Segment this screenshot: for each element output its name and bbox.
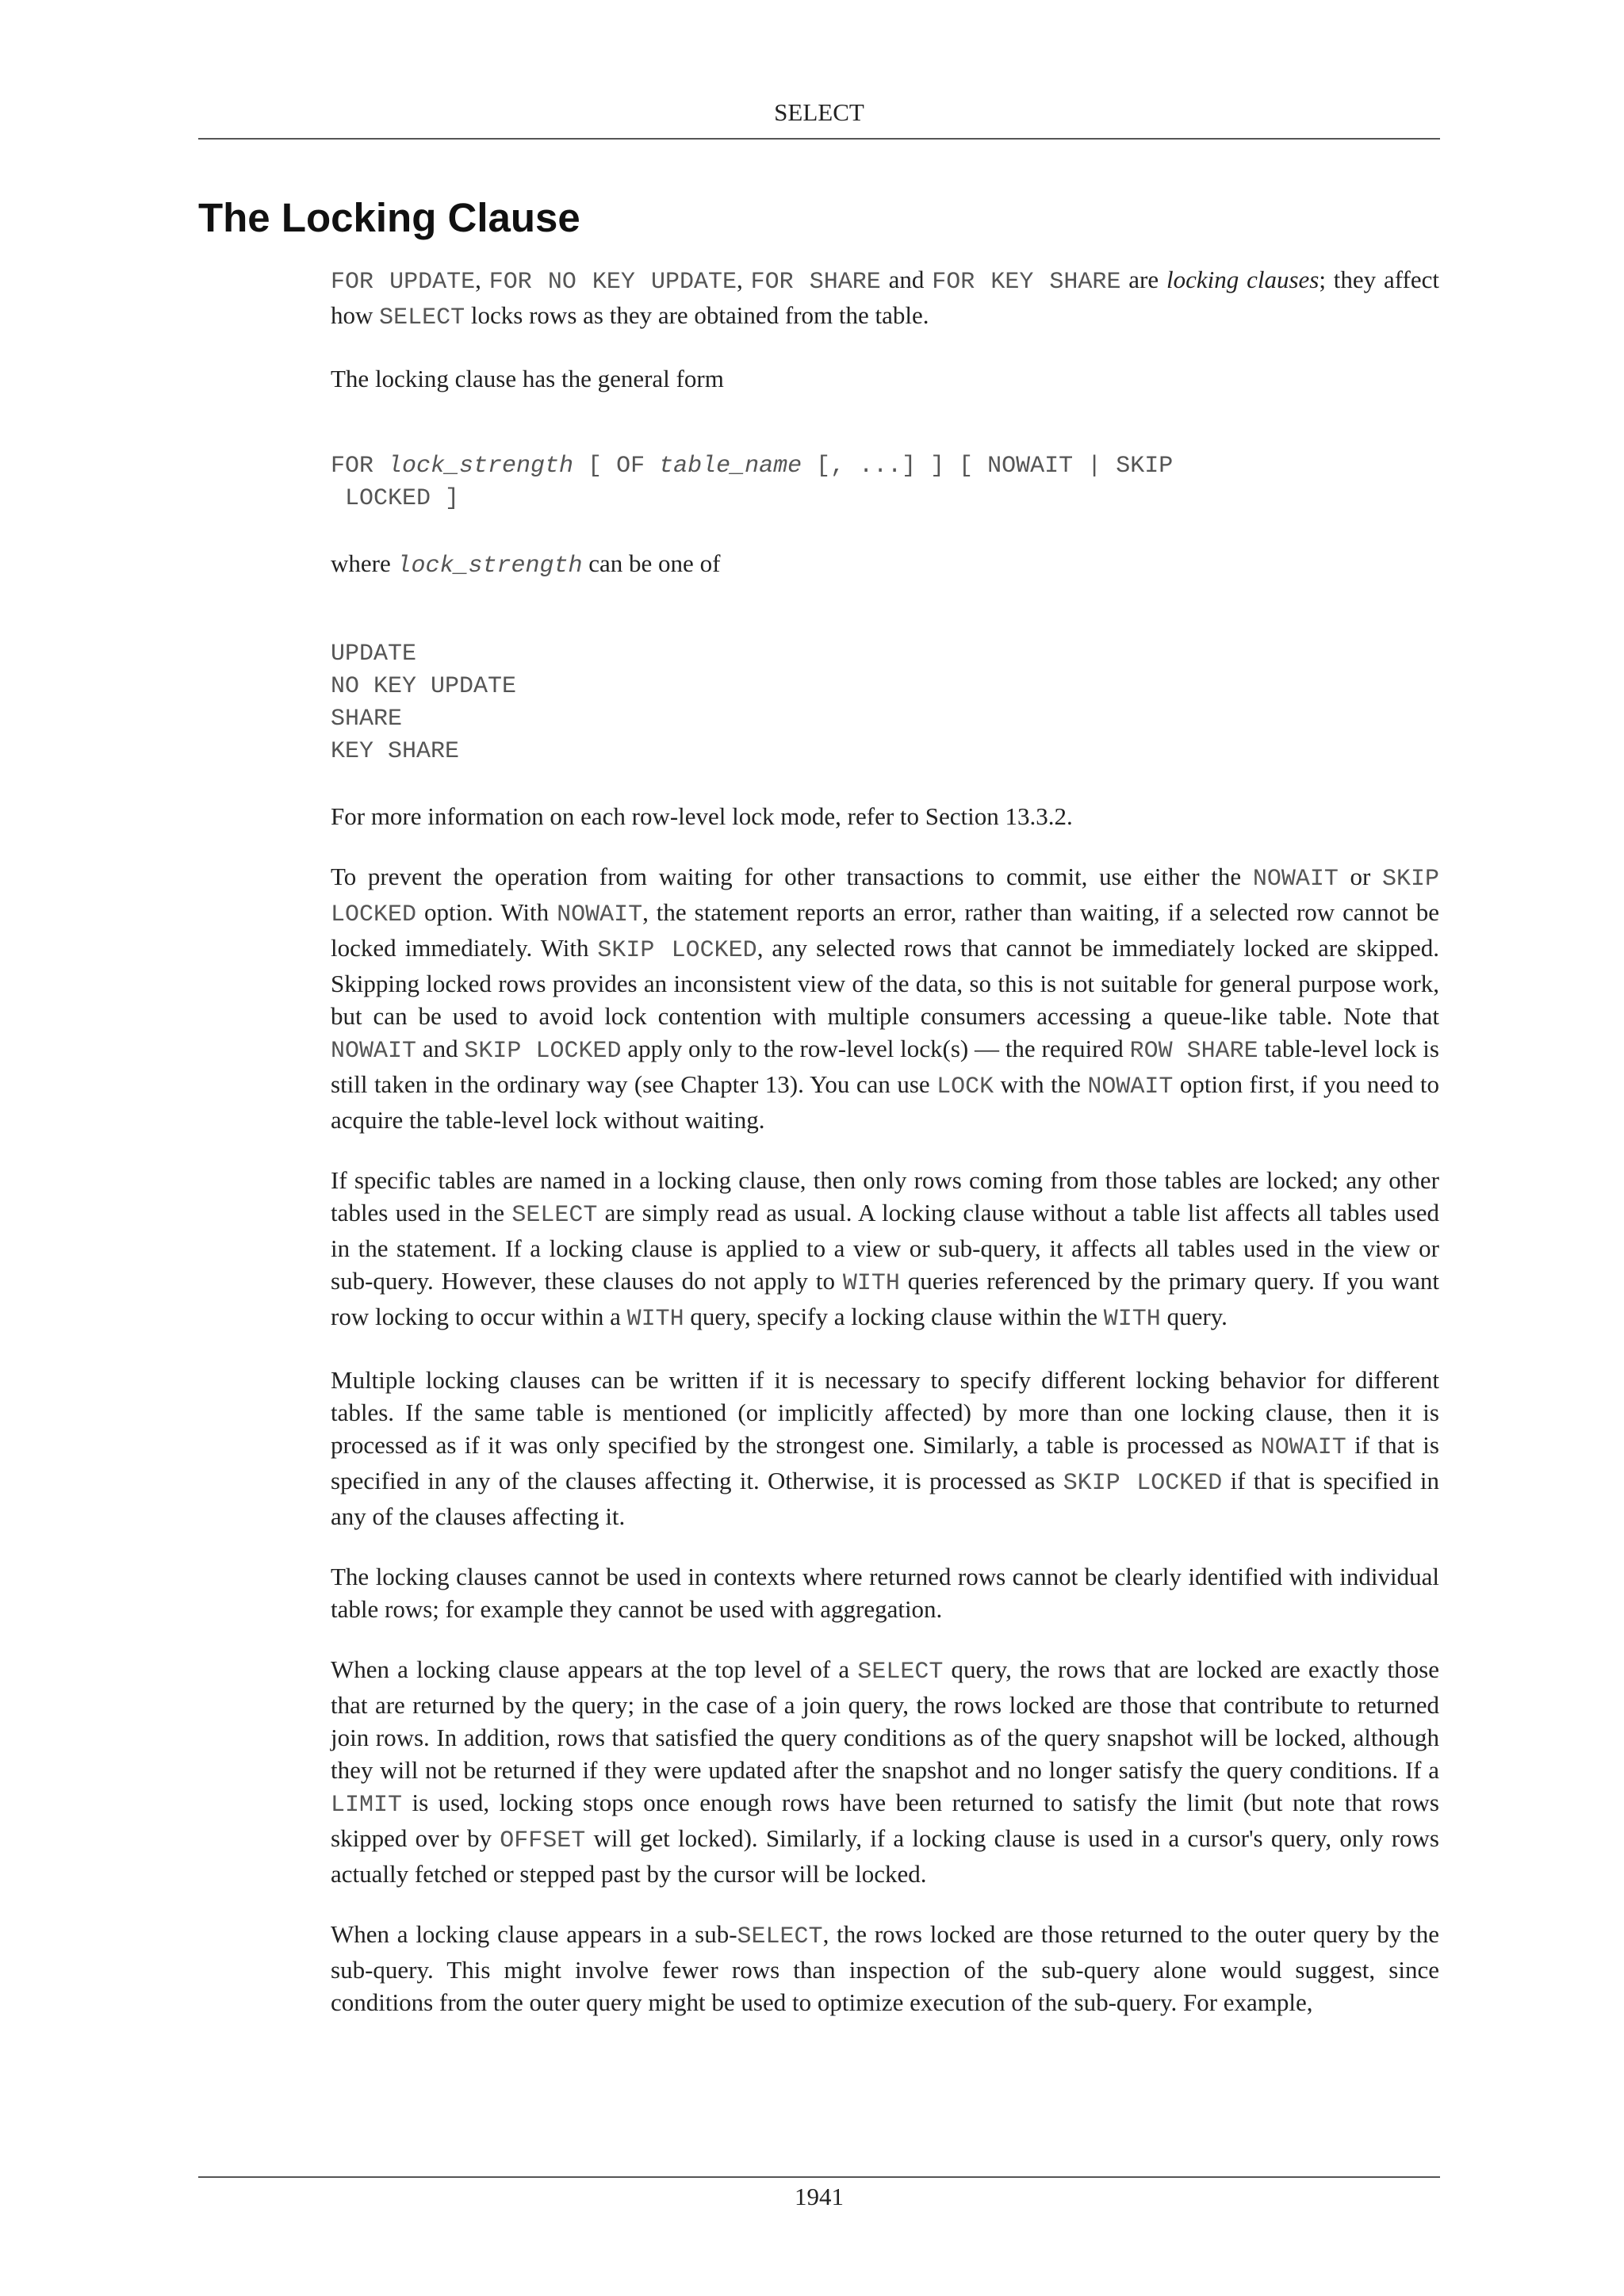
section-title: The Locking Clause <box>198 195 580 240</box>
code-term: SKIP LOCKED <box>1063 1470 1223 1497</box>
section-body <box>331 263 1439 2046</box>
code-term: NOWAIT <box>1252 866 1339 893</box>
emphasis-term: locking clauses <box>1166 266 1320 293</box>
general-form-paragraph: The locking clause has the general form <box>331 365 724 392</box>
replaceable-term: table_name <box>659 453 802 480</box>
code-term: FOR UPDATE <box>331 269 476 296</box>
body-paragraph: For more information on each row-level lock mode, refer to Section 13.3.2. <box>331 802 1073 830</box>
code-term: SELECT <box>379 304 465 331</box>
code-term: FOR KEY SHARE <box>932 269 1121 296</box>
body-paragraph: If specific tables are named in a locking clause, then only rows coming from those tables are locked; any other tables used in the SELECT are simply read as usual. A locking clause without a table list affects all tables used in the statement. If a locking clause is applied to a view or sub-query, it affects all tables used in the view or sub-query. However, these clauses do not apply to WITH queries referenced by the primary query. If you want row locking to occur within a WITH query, specify a locking clause within the WITH query. <box>331 1166 1439 1333</box>
body-paragraph: When a locking clause appears in a sub-SELECT, the rows locked are those returned to the outer query by the sub-query. This might involve fewer rows than inspection of the sub-query alone would suggest, since conditions from the outer query might be used to optimize execution of the sub-query. For example, <box>331 1920 1439 2016</box>
where-paragraph: where lock_strength can be one of <box>331 549 721 580</box>
page-number: 1941 <box>198 2176 1440 2218</box>
synopsis-block: FOR lock_strength [ OF table_name [, ...] ] [ NOWAIT | SKIP LOCKED ] <box>331 453 1174 512</box>
code-term: ROW SHARE <box>1129 1038 1258 1065</box>
body-paragraph: When a locking clause appears at the top level of a SELECT query, the rows that are locked are exactly those that are returned by the query; in the case of a join query, the rows locked are those that contribute to returned join rows. In addition, rows that satisfied the query conditions as of the query snapshot will be locked, although they will not be returned if they were updated after the snapshot and no longer satisfy the query conditions. If a LIMIT is used, locking stops once enough rows have been returned to satisfy the limit (but note that rows skipped over by OFFSET will get locked). Similarly, if a locking clause is used in a cursor's query, only rows actually fetched or stepped past by the cursor will be locked. <box>331 1655 1439 1888</box>
code-term: SELECT <box>737 1923 823 1950</box>
replaceable-term: lock_strength <box>396 553 583 580</box>
body-paragraph: The locking clauses cannot be used in contexts where returned rows cannot be clearly identified with individual table rows; for example they cannot be used with aggregation. <box>331 1563 1439 1623</box>
code-term: NOWAIT <box>557 901 643 928</box>
running-header: SELECT <box>198 94 1440 140</box>
code-term: NOWAIT <box>331 1038 417 1065</box>
code-term: NOWAIT <box>1087 1073 1174 1100</box>
code-term: SELECT <box>511 1202 598 1229</box>
code-term: FOR SHARE <box>750 269 881 296</box>
body-paragraph: Multiple locking clauses can be written if it is necessary to specify different locking behavior for different tables. If the same table is mentioned (or implicitly affected) by more than one locking clause, then it is processed as if it was only specified by the strongest one. Similarly, a table is processed as NOWAIT if that is specified in any of the clauses affecting it. Otherwise, it is processed as SKIP LOCKED if that is specified in any of the clauses affecting it. <box>331 1366 1439 1530</box>
code-term: FOR NO KEY UPDATE <box>488 269 737 296</box>
code-term: SKIP LOCKED <box>597 937 757 964</box>
replaceable-term: lock_strength <box>388 453 574 480</box>
code-term: WITH <box>842 1270 900 1297</box>
code-term: NOWAIT <box>1260 1434 1346 1461</box>
code-term: LOCK <box>936 1073 994 1100</box>
code-term: LIMIT <box>331 1792 403 1819</box>
body-paragraph: To prevent the operation from waiting for other transactions to commit, use either the NOWAIT or SKIP LOCKED option. With NOWAIT, the statement reports an error, rather than waiting, if a selected row cannot be locked immediately. With SKIP LOCKED, any selected rows that cannot be immediately locked are skipped. Skipping locked rows provides an inconsistent view of the data, so this is not suitable for general purpose work, but can be used to avoid lock contention with multiple consumers accessing a queue-like table. Note that NOWAIT and SKIP LOCKED apply only to the row-level lock(s) — the required ROW SHARE table-level lock is still taken in the ordinary way (see Chapter 13). You can use LOCK with the NOWAIT option first, if you need to acquire the table-level lock without waiting. <box>331 863 1440 1134</box>
intro-paragraph: FOR UPDATE, FOR NO KEY UPDATE, FOR SHARE and FOR KEY SHARE are locking clauses; they affect how SELECT locks rows as they are obtained from the table. <box>331 266 1439 331</box>
lock-strength-list: UPDATE NO KEY UPDATE SHARE KEY SHARE <box>331 641 517 765</box>
code-term: SKIP LOCKED <box>464 1038 622 1065</box>
code-term: SELECT <box>857 1659 944 1686</box>
code-term: WITH <box>626 1306 684 1333</box>
code-term: OFFSET <box>500 1827 586 1854</box>
code-term: SKIP LOCKED <box>331 866 1440 928</box>
code-term: WITH <box>1103 1306 1161 1333</box>
